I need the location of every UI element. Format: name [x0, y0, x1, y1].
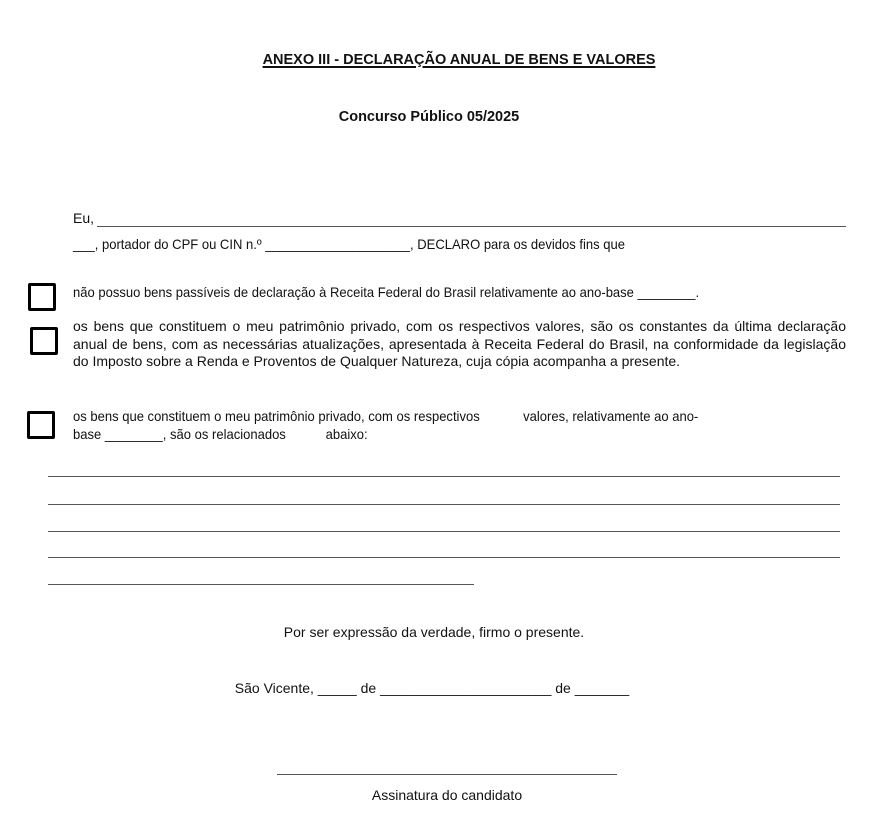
signature-line[interactable]	[277, 774, 617, 775]
asset-line-1[interactable]	[48, 476, 840, 477]
closing-statement: Por ser expressão da verdade, firmo o presente.	[283, 624, 585, 640]
option-listed-assets-text-1: os bens que constituem o meu patrimônio privado, com os respectivos valores, relativamente ao ano-	[73, 408, 699, 424]
name-label: Eu,	[73, 210, 95, 226]
asset-line-3[interactable]	[48, 531, 840, 532]
option-no-assets-text: não possuo bens passíveis de declaração à Receita Federal do Brasil relativamente ao ano-base ________.	[73, 284, 700, 300]
option-last-declaration-checkbox[interactable]	[30, 327, 58, 355]
option-listed-assets-line2: base ________, são os relacionados abaixo:	[73, 426, 368, 442]
asset-line-4[interactable]	[48, 557, 840, 558]
document-subtitle: Concurso Público 05/2025	[338, 109, 520, 125]
name-field[interactable]	[97, 226, 846, 227]
date-line: São Vicente, _____ de ______________________ de _______	[234, 680, 630, 696]
document-title: ANEXO III - DECLARAÇÃO ANUAL DE BENS E VALORES	[262, 52, 656, 68]
option-listed-assets-checkbox[interactable]	[27, 411, 55, 439]
asset-line-2[interactable]	[48, 504, 840, 505]
signature-label: Assinatura do candidato	[371, 787, 523, 803]
option-last-declaration-text: os bens que constituem o meu patrimônio privado, com os respectivos valores, são os constantes da última declaração anual de bens, com as necessárias atualizações, apresentada à Receita Federal do Brasil, na conformidade da legislação do Imposto sobre a Renda e Proventos de Qualquer Natureza, cuja cópia acompanha a presente.	[73, 318, 846, 369]
asset-line-5[interactable]	[48, 584, 474, 585]
cpf-line: ___, portador do CPF ou CIN n.º ____________________, DECLARO para os devidos fins que	[73, 236, 625, 252]
option-no-assets-checkbox[interactable]	[28, 283, 56, 311]
option-listed-assets-line1	[73, 408, 846, 424]
